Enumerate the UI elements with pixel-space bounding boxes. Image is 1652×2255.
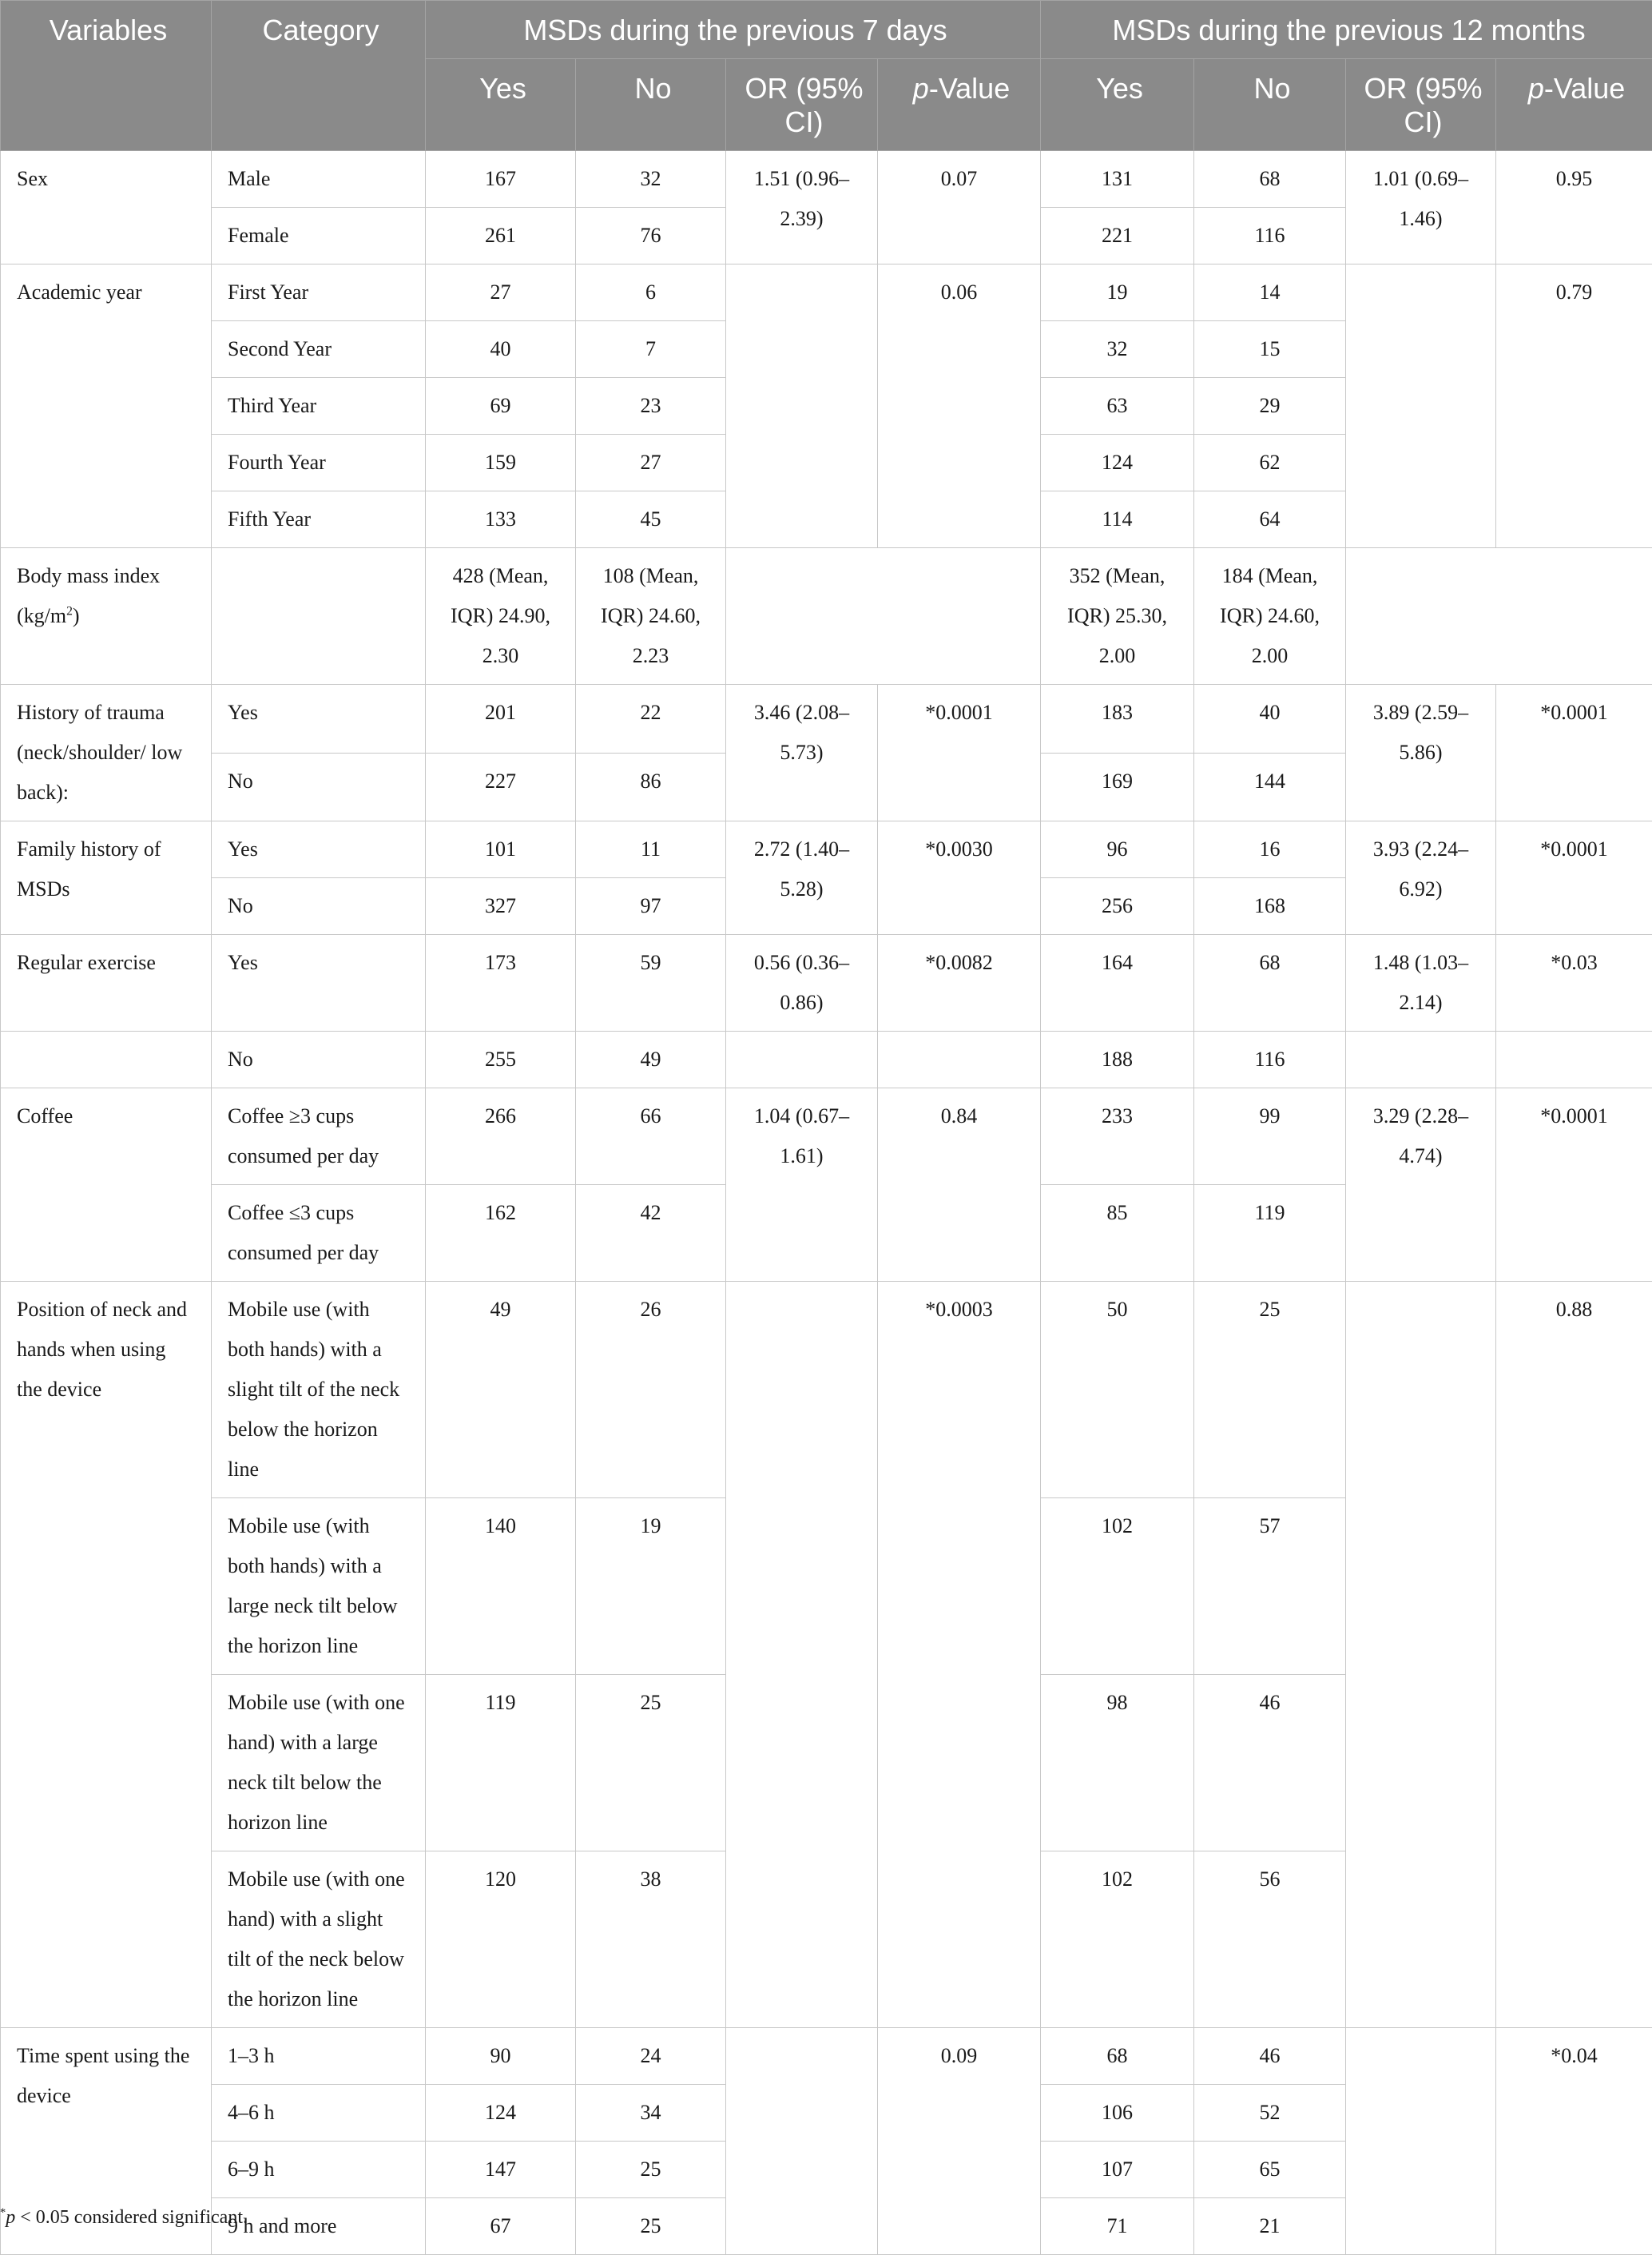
row-label-time-spent: Time spent using the device bbox=[1, 2028, 212, 2255]
value-cell: 147 bbox=[426, 2142, 576, 2198]
row-label-family-history: Family history of MSDs bbox=[1, 821, 212, 935]
or-cell: 3.89 (2.59–5.86) bbox=[1346, 685, 1496, 821]
footnote-text: < 0.05 considered significant. bbox=[15, 2207, 248, 2228]
row-label-regular-exercise: Regular exercise bbox=[1, 935, 212, 1032]
category-cell: Fifth Year bbox=[212, 491, 426, 548]
value-cell: 119 bbox=[426, 1675, 576, 1851]
or-cell: 1.01 (0.69–1.46) bbox=[1346, 151, 1496, 264]
value-cell: 266 bbox=[426, 1088, 576, 1185]
table-row bbox=[1, 1282, 1652, 1498]
value-cell: 71 bbox=[1041, 2198, 1194, 2255]
value-cell: 40 bbox=[1194, 685, 1346, 754]
p-italic: p bbox=[1528, 72, 1544, 105]
category-cell bbox=[212, 548, 426, 685]
or-cell: 3.93 (2.24–6.92) bbox=[1346, 821, 1496, 935]
or-cell bbox=[726, 1282, 878, 2028]
pvalue-cell: *0.0001 bbox=[878, 685, 1041, 821]
or-cell bbox=[1346, 264, 1496, 548]
value-cell: 52 bbox=[1194, 2085, 1346, 2142]
row-label-academic-year: Academic year bbox=[1, 264, 212, 548]
value-cell: 46 bbox=[1194, 1675, 1346, 1851]
value-cell: 19 bbox=[576, 1498, 726, 1675]
empty-cell bbox=[1346, 548, 1652, 685]
table-row bbox=[1, 935, 1652, 1032]
header-yes-12: Yes bbox=[1041, 59, 1194, 151]
header-group-7-days: MSDs during the previous 7 days bbox=[426, 1, 1041, 59]
pvalue-cell: *0.0001 bbox=[1496, 821, 1652, 935]
value-cell: 183 bbox=[1041, 685, 1194, 754]
value-cell: 14 bbox=[1194, 264, 1346, 321]
or-cell: 3.46 (2.08–5.73) bbox=[726, 685, 878, 821]
value-cell: 32 bbox=[576, 151, 726, 208]
or-cell: 0.56 (0.36–0.86) bbox=[726, 935, 878, 1032]
value-cell: 24 bbox=[576, 2028, 726, 2085]
value-cell: 169 bbox=[1041, 753, 1194, 821]
category-cell: Coffee ≥3 cups consumed per day bbox=[212, 1088, 426, 1185]
value-cell: 221 bbox=[1041, 208, 1194, 264]
value-cell: 49 bbox=[576, 1032, 726, 1088]
category-cell: 4–6 h bbox=[212, 2085, 426, 2142]
header-row-groups bbox=[1, 1, 1652, 59]
row-label-bmi bbox=[1, 548, 212, 685]
value-cell: 66 bbox=[576, 1088, 726, 1185]
table-row bbox=[1, 548, 1652, 685]
pvalue-cell: *0.0082 bbox=[878, 935, 1041, 1032]
category-cell: Mobile use (with one hand) with a large neck tilt below the horizon line bbox=[212, 1675, 426, 1851]
value-cell: 63 bbox=[1041, 378, 1194, 435]
category-cell: Male bbox=[212, 151, 426, 208]
value-cell: 159 bbox=[426, 435, 576, 491]
empty-cell bbox=[726, 1032, 878, 1088]
value-cell: 227 bbox=[426, 753, 576, 821]
header-pvalue-12 bbox=[1496, 59, 1652, 151]
header-group-12-months: MSDs during the previous 12 months bbox=[1041, 1, 1652, 59]
value-cell: 34 bbox=[576, 2085, 726, 2142]
value-cell: 116 bbox=[1194, 208, 1346, 264]
footnote-star: * bbox=[0, 2206, 6, 2219]
or-cell bbox=[726, 264, 878, 548]
pvalue-cell: *0.0001 bbox=[1496, 685, 1652, 821]
value-cell: 7 bbox=[576, 321, 726, 378]
category-cell: Coffee ≤3 cups consumed per day bbox=[212, 1185, 426, 1282]
category-cell: No bbox=[212, 753, 426, 821]
value-cell: 85 bbox=[1041, 1185, 1194, 1282]
footnote-p: p bbox=[6, 2207, 15, 2228]
value-cell: 167 bbox=[426, 151, 576, 208]
value-cell: 68 bbox=[1194, 935, 1346, 1032]
value-cell: 428 (Mean, IQR) 24.90, 2.30 bbox=[426, 548, 576, 685]
p-italic: p bbox=[913, 72, 929, 105]
value-cell: 6 bbox=[576, 264, 726, 321]
or-cell: 1.51 (0.96–2.39) bbox=[726, 151, 878, 264]
value-cell: 98 bbox=[1041, 1675, 1194, 1851]
or-cell: 1.48 (1.03–2.14) bbox=[1346, 935, 1496, 1032]
value-cell: 25 bbox=[1194, 1282, 1346, 1498]
row-label-position: Position of neck and hands when using the device bbox=[1, 1282, 212, 2028]
category-cell: No bbox=[212, 878, 426, 935]
header-no-12: No bbox=[1194, 59, 1346, 151]
value-cell: 90 bbox=[426, 2028, 576, 2085]
category-cell: First Year bbox=[212, 264, 426, 321]
bmi-label-end: ) bbox=[73, 604, 80, 627]
value-cell: 255 bbox=[426, 1032, 576, 1088]
table-row bbox=[1, 821, 1652, 878]
header-yes-7: Yes bbox=[426, 59, 576, 151]
category-cell: Fourth Year bbox=[212, 435, 426, 491]
value-cell: 101 bbox=[426, 821, 576, 878]
value-cell: 96 bbox=[1041, 821, 1194, 878]
pvalue-cell: *0.04 bbox=[1496, 2028, 1652, 2255]
value-cell: 133 bbox=[426, 491, 576, 548]
pvalue-cell: *0.03 bbox=[1496, 935, 1652, 1032]
p-rest: -Value bbox=[929, 72, 1010, 105]
value-cell: 16 bbox=[1194, 821, 1346, 878]
value-cell: 164 bbox=[1041, 935, 1194, 1032]
value-cell: 173 bbox=[426, 935, 576, 1032]
empty-cell bbox=[1496, 1032, 1652, 1088]
value-cell: 25 bbox=[576, 1675, 726, 1851]
value-cell: 11 bbox=[576, 821, 726, 878]
value-cell: 50 bbox=[1041, 1282, 1194, 1498]
pvalue-cell: 0.06 bbox=[878, 264, 1041, 548]
value-cell: 46 bbox=[1194, 2028, 1346, 2085]
category-cell: Female bbox=[212, 208, 426, 264]
value-cell: 233 bbox=[1041, 1088, 1194, 1185]
header-category: Category bbox=[212, 1, 426, 151]
table-row bbox=[1, 264, 1652, 321]
value-cell: 140 bbox=[426, 1498, 576, 1675]
value-cell: 108 (Mean, IQR) 24.60, 2.23 bbox=[576, 548, 726, 685]
pvalue-cell: 0.07 bbox=[878, 151, 1041, 264]
category-cell: No bbox=[212, 1032, 426, 1088]
value-cell: 21 bbox=[1194, 2198, 1346, 2255]
value-cell: 15 bbox=[1194, 321, 1346, 378]
value-cell: 188 bbox=[1041, 1032, 1194, 1088]
value-cell: 102 bbox=[1041, 1851, 1194, 2028]
or-cell: 2.72 (1.40–5.28) bbox=[726, 821, 878, 935]
pvalue-cell: 0.79 bbox=[1496, 264, 1652, 548]
value-cell: 19 bbox=[1041, 264, 1194, 321]
value-cell: 352 (Mean, IQR) 25.30, 2.00 bbox=[1041, 548, 1194, 685]
value-cell: 27 bbox=[426, 264, 576, 321]
value-cell: 56 bbox=[1194, 1851, 1346, 2028]
category-cell: Second Year bbox=[212, 321, 426, 378]
table-row bbox=[1, 685, 1652, 754]
pvalue-cell: 0.95 bbox=[1496, 151, 1652, 264]
value-cell: 67 bbox=[426, 2198, 576, 2255]
category-cell: 6–9 h bbox=[212, 2142, 426, 2198]
value-cell: 27 bbox=[576, 435, 726, 491]
bmi-label-sup: 2 bbox=[66, 604, 73, 618]
header-or-12: OR (95% CI) bbox=[1346, 59, 1496, 151]
value-cell: 120 bbox=[426, 1851, 576, 2028]
empty-cell bbox=[878, 1032, 1041, 1088]
value-cell: 131 bbox=[1041, 151, 1194, 208]
value-cell: 114 bbox=[1041, 491, 1194, 548]
value-cell: 201 bbox=[426, 685, 576, 754]
category-cell: Mobile use (with both hands) with a slight tilt of the neck below the horizon line bbox=[212, 1282, 426, 1498]
value-cell: 69 bbox=[426, 378, 576, 435]
value-cell: 57 bbox=[1194, 1498, 1346, 1675]
value-cell: 32 bbox=[1041, 321, 1194, 378]
category-cell: Yes bbox=[212, 935, 426, 1032]
value-cell: 184 (Mean, IQR) 24.60, 2.00 bbox=[1194, 548, 1346, 685]
value-cell: 23 bbox=[576, 378, 726, 435]
bmi-label-main: Body mass index (kg/m bbox=[17, 564, 160, 627]
category-cell: Mobile use (with one hand) with a slight tilt of the neck below the horizon line bbox=[212, 1851, 426, 2028]
value-cell: 59 bbox=[576, 935, 726, 1032]
or-cell: 3.29 (2.28–4.74) bbox=[1346, 1088, 1496, 1282]
pvalue-cell: *0.0030 bbox=[878, 821, 1041, 935]
value-cell: 76 bbox=[576, 208, 726, 264]
header-or-7: OR (95% CI) bbox=[726, 59, 878, 151]
value-cell: 42 bbox=[576, 1185, 726, 1282]
value-cell: 64 bbox=[1194, 491, 1346, 548]
category-cell: Yes bbox=[212, 685, 426, 754]
value-cell: 49 bbox=[426, 1282, 576, 1498]
pvalue-cell: *0.0001 bbox=[1496, 1088, 1652, 1282]
header-no-7: No bbox=[576, 59, 726, 151]
value-cell: 124 bbox=[426, 2085, 576, 2142]
category-cell: Third Year bbox=[212, 378, 426, 435]
table-row bbox=[1, 1032, 1652, 1088]
header-pvalue-7 bbox=[878, 59, 1041, 151]
pvalue-cell: *0.0003 bbox=[878, 1282, 1041, 2028]
table-row bbox=[1, 2028, 1652, 2085]
value-cell: 106 bbox=[1041, 2085, 1194, 2142]
or-cell: 1.04 (0.67–1.61) bbox=[726, 1088, 878, 1282]
header-variables: Variables bbox=[1, 1, 212, 151]
category-cell: Mobile use (with both hands) with a large neck tilt below the horizon line bbox=[212, 1498, 426, 1675]
value-cell: 107 bbox=[1041, 2142, 1194, 2198]
value-cell: 124 bbox=[1041, 435, 1194, 491]
table-row bbox=[1, 1088, 1652, 1185]
value-cell: 97 bbox=[576, 878, 726, 935]
value-cell: 62 bbox=[1194, 435, 1346, 491]
or-cell bbox=[1346, 1282, 1496, 2028]
table-footnote bbox=[0, 2207, 248, 2229]
value-cell: 327 bbox=[426, 878, 576, 935]
value-cell: 45 bbox=[576, 491, 726, 548]
pvalue-cell: 0.88 bbox=[1496, 1282, 1652, 2028]
category-cell: 1–3 h bbox=[212, 2028, 426, 2085]
value-cell: 29 bbox=[1194, 378, 1346, 435]
row-label-empty bbox=[1, 1032, 212, 1088]
row-label-coffee: Coffee bbox=[1, 1088, 212, 1282]
value-cell: 86 bbox=[576, 753, 726, 821]
value-cell: 26 bbox=[576, 1282, 726, 1498]
value-cell: 25 bbox=[576, 2198, 726, 2255]
value-cell: 25 bbox=[576, 2142, 726, 2198]
pvalue-cell: 0.09 bbox=[878, 2028, 1041, 2255]
empty-cell bbox=[1346, 1032, 1496, 1088]
value-cell: 119 bbox=[1194, 1185, 1346, 1282]
value-cell: 22 bbox=[576, 685, 726, 754]
value-cell: 261 bbox=[426, 208, 576, 264]
value-cell: 116 bbox=[1194, 1032, 1346, 1088]
row-label-trauma: History of trauma (neck/shoulder/ low back): bbox=[1, 685, 212, 821]
value-cell: 162 bbox=[426, 1185, 576, 1282]
value-cell: 256 bbox=[1041, 878, 1194, 935]
pvalue-cell: 0.84 bbox=[878, 1088, 1041, 1282]
or-cell bbox=[726, 2028, 878, 2255]
value-cell: 68 bbox=[1041, 2028, 1194, 2085]
value-cell: 168 bbox=[1194, 878, 1346, 935]
value-cell: 65 bbox=[1194, 2142, 1346, 2198]
value-cell: 38 bbox=[576, 1851, 726, 2028]
row-label-sex: Sex bbox=[1, 151, 212, 264]
p-rest: -Value bbox=[1544, 72, 1625, 105]
category-cell: Yes bbox=[212, 821, 426, 878]
value-cell: 68 bbox=[1194, 151, 1346, 208]
empty-cell bbox=[726, 548, 1041, 685]
category-cell: 9 h and more bbox=[212, 2198, 426, 2255]
value-cell: 144 bbox=[1194, 753, 1346, 821]
table-row bbox=[1, 151, 1652, 208]
or-cell bbox=[1346, 2028, 1496, 2255]
value-cell: 40 bbox=[426, 321, 576, 378]
value-cell: 102 bbox=[1041, 1498, 1194, 1675]
value-cell: 99 bbox=[1194, 1088, 1346, 1185]
